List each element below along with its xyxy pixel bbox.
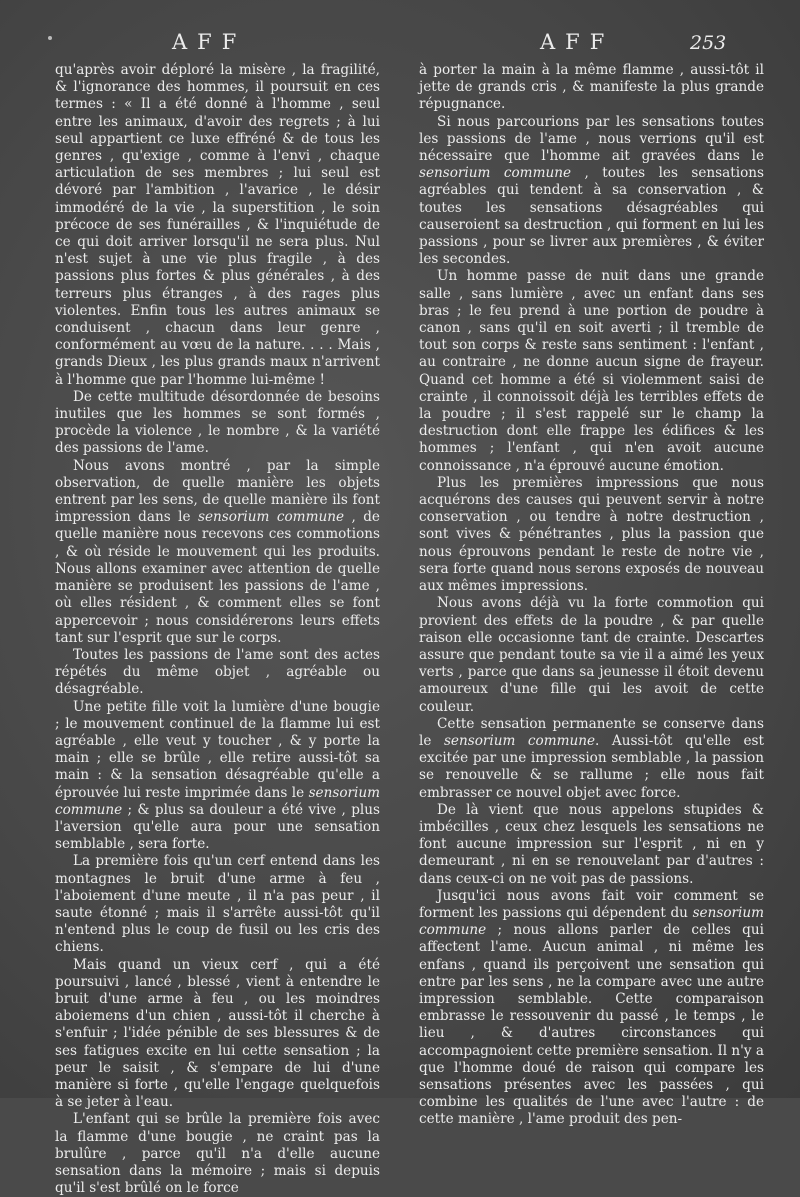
- left-column: [55, 62, 380, 1197]
- latin-term: sensorium commune: [443, 732, 596, 749]
- latin-term: sensorium commune: [419, 165, 572, 182]
- page-number: 253: [690, 32, 727, 54]
- latin-term: sensorium commune: [55, 784, 380, 818]
- latin-term: sensorium commune: [419, 904, 764, 939]
- paragraph: Plus les premières impressions que nous acquérons des causes qui peuvent servir à notre conservation , ou tendre à notre destruction , sont vives & pénétrantes , plus la passion que nous éprouvons pendant le reste de notre vie , sera forte quand nous serons exposés de nouveau aux mêmes impressions.: [419, 474, 764, 595]
- ink-speck: [48, 36, 52, 40]
- paragraph: Nous avons montré , par la simple observation, de quelle manière les objets entrent par les sens, de quelle manière ils font impression dans le sensorium commune , de quelle manière nous recevons ces commotions , & où réside le mouvement qui les produits. Nous allons examiner avec attention de quelle manière se produisent les passions de l'ame , où elles résident , & comment elles se font appercevoir ; nous considérerons leurs effets tant sur l'esprit que sur le corps.: [55, 457, 380, 646]
- paragraph: De là vient que nous appelons stupides & imbécilles , ceux chez lesquels les sensations ne font aucune impression sur l'esprit , ni en y demeurant , ni en se renouvelant par d'autres : dans ceux-ci on ne voit pas de passions.: [419, 801, 764, 887]
- paragraph: qu'après avoir déploré la misère , la fragilité, & l'ignorance des hommes, il poursuit en ces termes : « Il a été donné à l'homme , seul entre les animaux, d'avoir des regrets ; à lui seul appartient ce luxe effréné & de tous les genres , qu'exige , comme à l'envi , chaque articulation de ses membres ; lui seul est dévoré par l'ambition , l'avarice , le désir immodéré de la vie , la superstition , le soin précoce de ses funérailles , & l'inquiétude de ce qui doit arriver lorsqu'il ne sera plus. Nul n'est sujet à une vie plus fragile , à des passions plus fortes & plus générales , à des terreurs plus étranges , à des rages plus violentes. Enfin tous les autres animaux se conduisent , chacun dans leur genre , conformément au vœu de la nature. . . . Mais , grands Dieux , les plus grands maux n'arrivent à l'homme que par l'homme lui-même !: [55, 62, 380, 388]
- running-title-left: AFF: [172, 30, 247, 54]
- paragraph: Cette sensation permanente se conserve dans le sensorium commune. Aussi-tôt qu'elle est excitée par une impression semblable , la passion se renouvelle & se rallume ; elle nous fait embrasser ce nouvel objet avec force.: [419, 715, 764, 801]
- paragraph: De cette multitude désordonnée de besoins inutiles que les hommes se sont formés , procède la violence , le nombre , & la variété des passions de l'ame.: [55, 388, 380, 457]
- paragraph: Toutes les passions de l'ame sont des actes répétés du même objet , agréable ou désagréable.: [55, 646, 380, 698]
- paragraph: Nous avons déjà vu la forte commotion qui provient des effets de la poudre , & par quelle raison elle occasionne tant de crainte. Descartes assure que pendant toute sa vie il a aimé les yeux verts , parce que dans sa jeunesse il étoit devenu amoureux d'une fille qui les avoit de cette couleur.: [419, 595, 764, 715]
- paragraph: Jusqu'ici nous avons fait voir comment se forment les passions qui dépendent du sensorium commune ; nous allons parler de celles qui affectent l'ame. Aucun animal , ni même les enfans , quand ils perçoivent une sensation qui entre par les sens , ne la compare avec une autre impression semblable. Cette comparaison embrasse le ressouvenir du passé , le temps , le lieu , & d'autres circonstances qui accompagnoient cette première sensation. Il n'y a que l'homme doué de raison qui compare les sensations présentes avec les passées , qui combine les qualités de l'une avec l'autre : de cette manière , l'ame produit des pen-: [419, 887, 765, 1128]
- paragraph: La première fois qu'un cerf entend dans les montagnes le bruit d'une arme à feu , l'aboiement d'une meute , il n'a pas peur , il saute étonné ; mais il s'arrête aussi-tôt qu'il n'entend plus le coup de fusil ou les cris des chiens.: [55, 853, 380, 956]
- running-title-right: AFF: [540, 30, 615, 54]
- paragraph: Une petite fille voit la lumière d'une bougie ; le mouvement continuel de la flamme lui est agréable , elle veut y toucher , & y porte la main ; elle se brûle , elle retire aussi-tôt sa main : & la sensation désagréable qu'elle a éprouvée lui reste imprimée dans le sensorium commune ; & plus sa douleur a été vive , plus l'aversion qu'elle aura pour une sensation semblable , sera forte.: [55, 698, 380, 853]
- paragraph: Un homme passe de nuit dans une grande salle , sans lumière , avec un enfant dans ses bras ; le feu prend à une portion de poudre à canon , sans qu'il en soit averti ; il tremble de tout son corps & reste sans sentiment : l'enfant , au contraire , ne donne aucun signe de frayeur. Quand cet homme a été si violemment saisi de crainte , il connoissoit déjà les terribles effets de la poudre ; il s'est rappelé sur le champ la destruction dont elle frappe les édifices & les hommes ; l'enfant , qui n'en avoit aucune connoissance , n'a éprouvé aucune émotion.: [419, 268, 764, 474]
- running-header: [0, 30, 800, 60]
- paragraph: L'enfant qui se brûle la première fois avec la flamme d'une bougie , ne craint pas la brulûre , parce qu'il n'a d'elle aucune sensation dans la mémoire ; mais si depuis qu'il s'est brûlé on le force: [55, 1111, 380, 1197]
- paragraph: Si nous parcourions par les sensations toutes les passions de l'ame , nous verrions qu'il est nécessaire que l'homme ait gravées dans le sensorium commune , toutes les sensations agréables qui tendent à sa conservation , & toutes les sensations désagréables qui causeroient sa destruction , qui forment en lui les passions , pour se livrer aux premières , & éviter les secondes.: [419, 113, 764, 268]
- paragraph: Mais quand un vieux cerf , qui a été poursuivi , lancé , blessé , vient à entendre le bruit d'une arme à feu , ou les moindres aboiemens d'un chien , aussi-tôt il cherche à s'enfuir ; l'idée pénible de ses blessures & de ses fatigues excite en lui cette sensation ; la peur le saisit , & s'empare de lui d'une manière si forte , qu'elle l'engage quelquefois à se jeter à l'eau.: [55, 956, 380, 1111]
- text-body: [55, 62, 765, 1197]
- paragraph: à porter la main à la même flamme , aussi-tôt il jette de grands cris , & manifeste la plus grande répugnance.: [419, 62, 764, 113]
- latin-term: sensorium commune: [198, 509, 345, 526]
- right-column: [419, 62, 764, 1129]
